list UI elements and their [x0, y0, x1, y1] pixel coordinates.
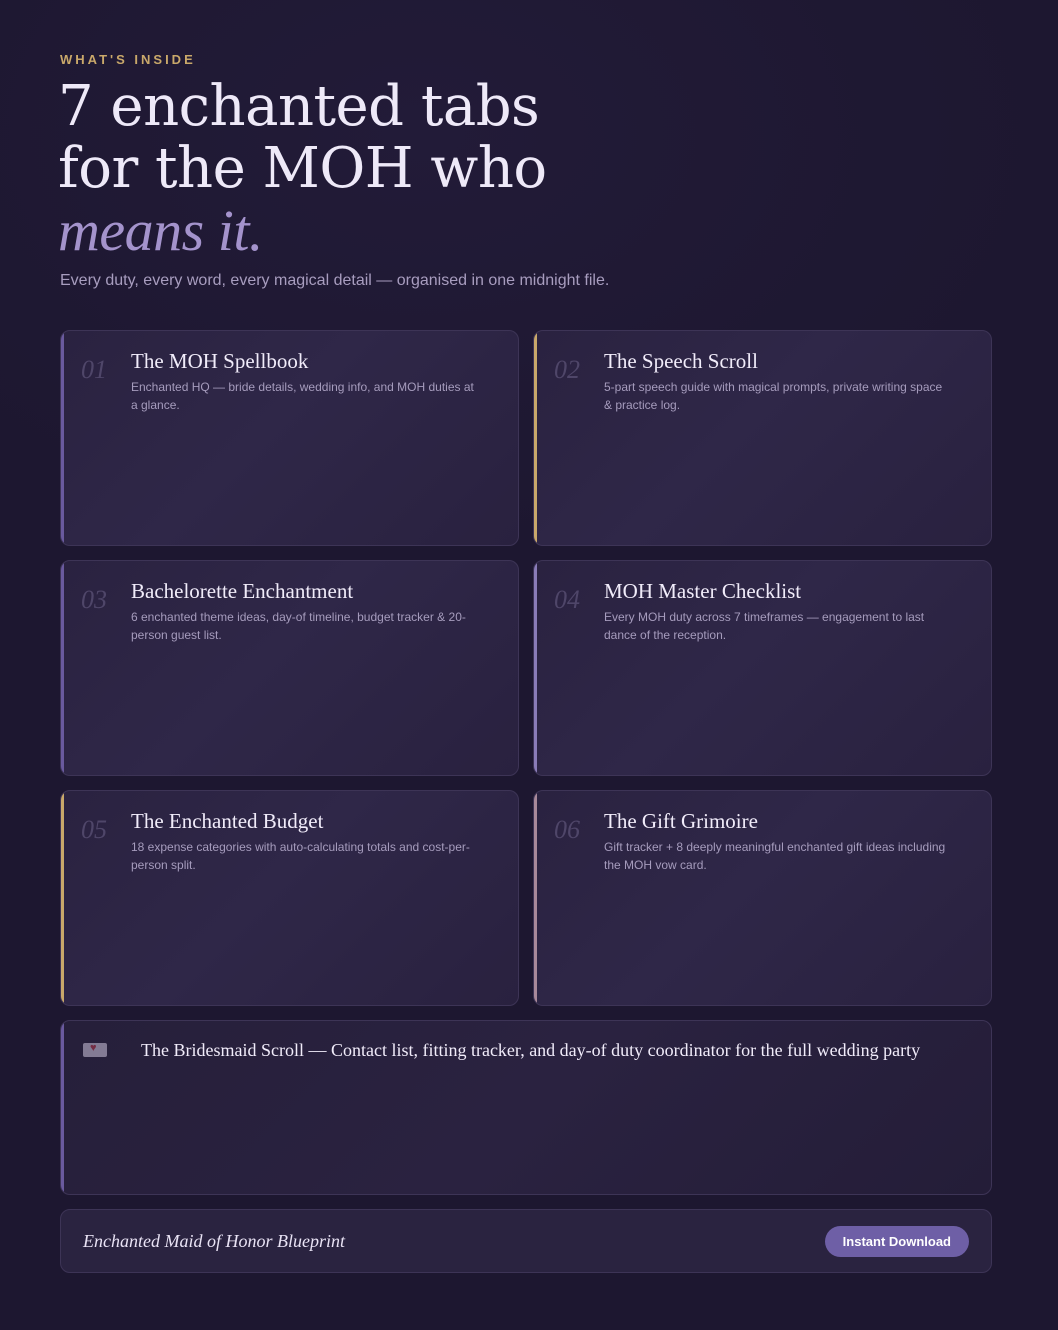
tab-description: Every MOH duty across 7 timeframes — engagement to last dance of the reception. [604, 610, 925, 642]
bonus-tab-text: The Bridesmaid Scroll — Contact list, fitting tracker, and day-of duty coordinator for the full wedding party [141, 1040, 921, 1060]
tab-description: 18 expense categories with auto-calculating totals and cost-per-person split. [131, 840, 470, 872]
headline-accent: means it. [58, 198, 263, 263]
tab-title: The Speech Scroll [604, 349, 758, 373]
tab-description: Enchanted HQ — bride details, wedding info, and MOH duties at a glance. [131, 380, 474, 412]
tab-description: 5-part speech guide with magical prompts, private writing space & practice log. [604, 380, 943, 412]
tab-card-gift-grimoire [533, 790, 992, 1006]
tab-card-checklist [533, 560, 992, 776]
tab-number: 06 [554, 815, 580, 844]
headline-line-1: 7 enchanted tabs [58, 74, 540, 139]
tab-number: 03 [81, 585, 107, 614]
tab-title: The Enchanted Budget [131, 809, 324, 833]
bonus-tab-card [60, 1020, 992, 1195]
section-eyebrow: WHAT'S INSIDE [60, 52, 196, 67]
product-name: Enchanted Maid of Honor Blueprint [83, 1231, 345, 1251]
tab-number: 02 [554, 355, 580, 384]
instant-download-button[interactable]: Instant Download [825, 1226, 969, 1257]
tab-card-speech-scroll [533, 330, 992, 546]
tab-description: 6 enchanted theme ideas, day-of timeline, budget tracker & 20-person guest list. [131, 610, 466, 642]
tab-title: The MOH Spellbook [131, 349, 309, 373]
tab-card-bachelorette [60, 560, 519, 776]
tab-description: Gift tracker + 8 deeply meaningful enchanted gift ideas including the MOH vow card. [604, 840, 946, 872]
tab-number: 05 [81, 815, 107, 844]
tab-card-spellbook [60, 330, 519, 546]
product-footer [60, 1209, 992, 1273]
headline-line-2: for the MOH who [58, 136, 547, 201]
tab-title: The Gift Grimoire [604, 809, 758, 833]
section-headline [58, 76, 547, 262]
tab-title: MOH Master Checklist [604, 579, 802, 603]
tab-number: 01 [81, 355, 107, 384]
tab-title: Bachelorette Enchantment [131, 579, 354, 603]
tab-card-budget [60, 790, 519, 1006]
tab-number: 04 [554, 585, 580, 614]
section-subtitle: Every duty, every word, every magical detail — organised in one midnight file. [60, 272, 610, 289]
envelope-heart-icon [83, 1043, 107, 1057]
